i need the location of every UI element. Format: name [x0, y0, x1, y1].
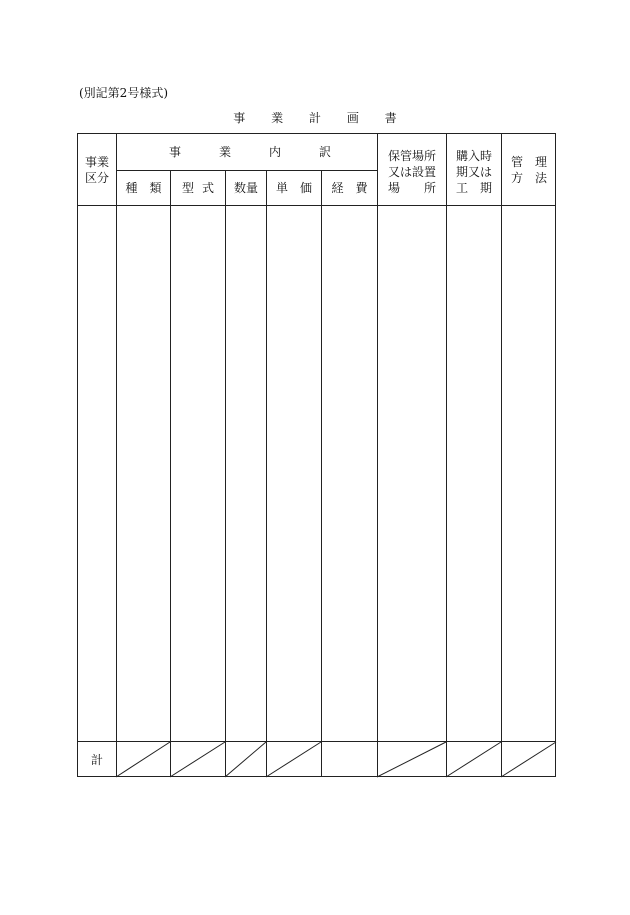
- header-line: 期又は: [455, 165, 492, 179]
- header-char: 型: [181, 181, 194, 195]
- title-char: 画: [346, 111, 359, 125]
- diagonal-strike: [501, 742, 556, 777]
- header-shurui: [117, 171, 170, 205]
- header-jigyou-kubun: [78, 134, 116, 205]
- header-line: 工 期: [455, 181, 492, 195]
- title-char: 書: [384, 111, 397, 125]
- header-char: 経: [331, 181, 344, 195]
- header-char: 類: [149, 181, 162, 195]
- diagonal-strike: [266, 742, 321, 777]
- header-char: 価: [300, 181, 313, 195]
- header-char: 業: [218, 145, 231, 159]
- diagonal-strike: [170, 742, 225, 777]
- header-line: 又は設置: [387, 165, 436, 179]
- header-kanri-houhou: [502, 134, 556, 205]
- diagonal-strike: [446, 742, 501, 777]
- table-border: [78, 134, 556, 777]
- diagonal-strike: [225, 742, 266, 777]
- header-line: 管 理: [510, 154, 547, 169]
- header-hokan-basho: [378, 134, 446, 205]
- diagonal-strike: [116, 742, 170, 777]
- header-char: 訳: [318, 145, 331, 159]
- header-char: 事: [169, 145, 182, 159]
- header-char: 費: [355, 181, 368, 195]
- header-char: 内: [268, 145, 281, 159]
- title-char: 事: [233, 111, 246, 125]
- header-tanka: [267, 171, 321, 205]
- title-char: 計: [308, 111, 321, 125]
- header-line: 事業: [84, 154, 109, 169]
- header-line: 保管場所: [387, 149, 436, 163]
- header-line: 場 所: [387, 181, 436, 195]
- header-katashiki: [171, 171, 225, 205]
- title-char: 業: [271, 111, 284, 125]
- form-number-label: (別記第2号様式): [79, 86, 168, 100]
- total-label: [78, 742, 116, 777]
- header-char: 単: [275, 181, 288, 195]
- header-line: 区分: [84, 170, 109, 185]
- header-line: 方 法: [510, 170, 547, 185]
- header-keihi: [322, 171, 377, 205]
- header-suuryou: [226, 171, 266, 205]
- header-char: 式: [202, 181, 215, 195]
- total-label-text: 計: [90, 752, 103, 767]
- header-kounyu-jiki: [447, 134, 501, 205]
- header-char: 種: [125, 181, 138, 195]
- diagonal-strike: [377, 742, 446, 777]
- header-jigyou-naiyaku: [117, 134, 377, 170]
- header-text: 数量: [233, 181, 258, 195]
- header-line: 購入時: [455, 149, 492, 163]
